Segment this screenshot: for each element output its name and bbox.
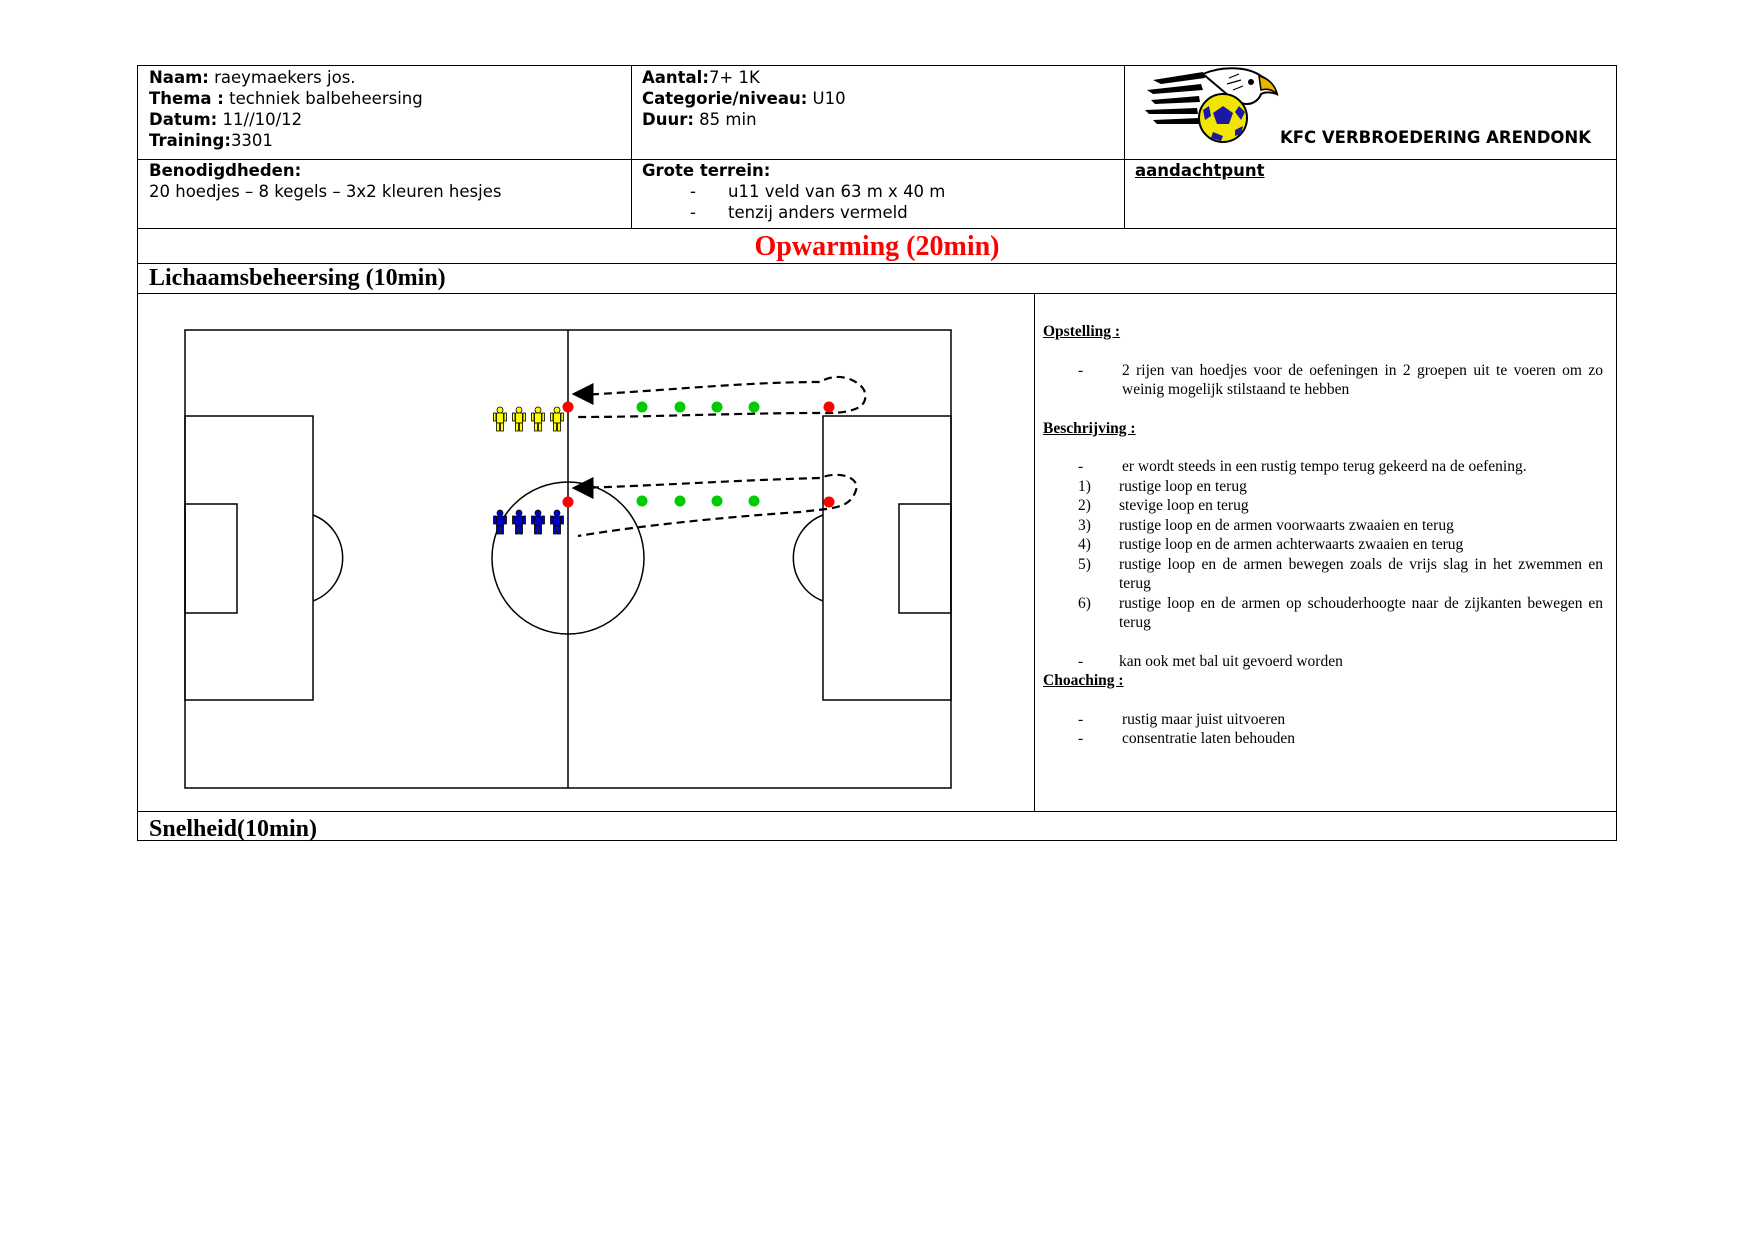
categorie-value: U10 <box>807 89 846 108</box>
yellow-player <box>551 407 564 431</box>
benodigdheden-cell <box>149 160 501 202</box>
left-penalty-area <box>185 416 313 700</box>
left-penalty-arc <box>313 515 343 601</box>
column-separator <box>631 66 632 229</box>
terrein-cell <box>642 160 945 223</box>
step-item <box>1043 496 1603 516</box>
eagle-soccer-ball-logo-icon <box>1143 66 1283 148</box>
green-cone <box>675 402 686 413</box>
step-item <box>1043 594 1603 633</box>
step-number: 3) <box>1078 516 1091 534</box>
step-text: stevige loop en terug <box>1119 497 1249 514</box>
step-number: 6) <box>1078 594 1091 612</box>
left-goal-area <box>185 504 237 613</box>
right-goal-area <box>899 504 951 613</box>
step-item <box>1043 555 1603 594</box>
club-name: KFC VERBROEDERING ARENDONK <box>1280 128 1592 147</box>
terrein-item: - tenzij anders vermeld <box>690 203 908 222</box>
step-item <box>1043 516 1603 536</box>
section-title-lichaamsbeheersing: Lichaamsbeheersing (10min) <box>149 265 446 291</box>
training-label: Training: <box>149 131 231 150</box>
red-cone <box>563 402 574 413</box>
green-cone <box>712 496 723 507</box>
green-cone <box>749 402 760 413</box>
duur-label: Duur: <box>642 110 694 129</box>
coaching-item-text: rustig maar juist uitvoeren <box>1122 710 1286 728</box>
row-separator <box>138 293 1616 294</box>
duur-value: 85 min <box>693 110 757 129</box>
green-cone <box>675 496 686 507</box>
thema-label: Thema : <box>149 89 224 108</box>
blue-player <box>532 510 545 534</box>
aandachtpunt-label: aandachtpunt <box>1135 161 1265 180</box>
green-cone <box>712 402 723 413</box>
green-cone <box>637 496 648 507</box>
beschrijving-note: - kan ook met bal uit gevoerd worden <box>1078 652 1343 670</box>
yellow-player <box>513 407 526 431</box>
opstelling-item: - 2 rijen van hoedjes voor de oefeningen in 2 groepen uit te voeren om zo weinig mogelijk stilstaand te hebben <box>1078 361 1603 398</box>
blue-player <box>494 510 507 534</box>
row-separator <box>138 228 1616 229</box>
benodigdheden-value: 20 hoedjes – 8 kegels – 3x2 kleuren hesjes <box>149 182 502 201</box>
green-cone <box>637 402 648 413</box>
terrein-label: Grote terrein: <box>642 161 771 180</box>
red-cone <box>563 497 574 508</box>
step-text: rustige loop en terug <box>1119 477 1247 495</box>
coaching-title: Choaching : <box>1043 672 1124 689</box>
blue-player <box>551 510 564 534</box>
naam-value: raeymaekers jos. <box>208 68 356 87</box>
opstelling-title: Opstelling : <box>1043 323 1121 340</box>
beschrijving-title: Beschrijving : <box>1043 419 1136 437</box>
step-text: rustige loop en de armen op schouderhoogte naar de zijkanten bewegen en terug <box>1119 594 1603 631</box>
step-number: 1) <box>1078 477 1091 495</box>
green-cone <box>749 496 760 507</box>
step-text: rustige loop en de armen voorwaarts zwaaien en terug <box>1119 516 1454 534</box>
right-penalty-arc <box>793 515 823 601</box>
thema-value: techniek balbeheersing <box>223 89 423 108</box>
section-title-snelheid: Snelheid(10min) <box>149 816 318 842</box>
step-number: 4) <box>1078 536 1091 553</box>
group-info <box>642 67 846 130</box>
step-item <box>1043 477 1603 497</box>
yellow-player <box>532 407 545 431</box>
column-separator <box>1034 293 1035 812</box>
right-penalty-area <box>823 416 951 700</box>
datum-label: Datum: <box>149 110 218 129</box>
terrein-item-text: tenzij anders vermeld <box>728 203 908 222</box>
yellow-player <box>494 407 507 431</box>
step-number: 2) <box>1078 497 1091 514</box>
column-separator <box>1124 66 1125 229</box>
aantal-label: Aantal: <box>642 68 709 87</box>
warmup-title: Opwarming (20min) <box>754 231 1000 262</box>
beschrijving-intro-text: er wordt steeds in een rustig tempo terug gekeerd na de oefening. <box>1122 458 1527 475</box>
beschrijving-intro: - er wordt steeds in een rustig tempo terug gekeerd na de oefening. <box>1078 458 1527 475</box>
categorie-label: Categorie/niveau: <box>642 89 808 108</box>
row-separator <box>138 811 1616 812</box>
red-cone <box>824 497 835 508</box>
run-path-top <box>578 377 865 417</box>
red-cone <box>824 402 835 413</box>
datum-value: 11//10/12 <box>217 110 303 129</box>
aantal-value: 7+ 1K <box>708 68 760 87</box>
description-panel <box>1043 322 1603 749</box>
step-number: 5) <box>1078 555 1091 573</box>
step-text: rustige loop en de armen bewegen zoals de vrijs slag in het zwemmen en terug <box>1119 555 1603 592</box>
trainer-info <box>149 67 423 151</box>
benodigdheden-label: Benodigdheden: <box>149 161 302 180</box>
coaching-item-text: consentratie laten behouden <box>1122 730 1296 747</box>
naam-label: Naam: <box>149 68 209 87</box>
terrein-item-text: u11 veld van 63 m x 40 m <box>728 182 946 201</box>
step-item <box>1043 535 1603 555</box>
coaching-item: - consentratie laten behouden <box>1078 730 1296 747</box>
blue-player <box>513 510 526 534</box>
training-value: 3301 <box>230 131 273 150</box>
field-diagram <box>180 320 980 800</box>
terrein-item: - u11 veld van 63 m x 40 m <box>690 182 946 201</box>
beschrijving-note-text: kan ook met bal uit gevoerd worden <box>1119 652 1343 670</box>
step-text: rustige loop en de armen achterwaarts zwaaien en terug <box>1119 536 1464 553</box>
coaching-item: - rustig maar juist uitvoeren <box>1078 710 1286 728</box>
opstelling-item-text: 2 rijen van hoedjes voor de oefeningen in 2 groepen uit te voeren om zo weinig mogelijk stilstaand te hebben <box>1122 361 1603 398</box>
